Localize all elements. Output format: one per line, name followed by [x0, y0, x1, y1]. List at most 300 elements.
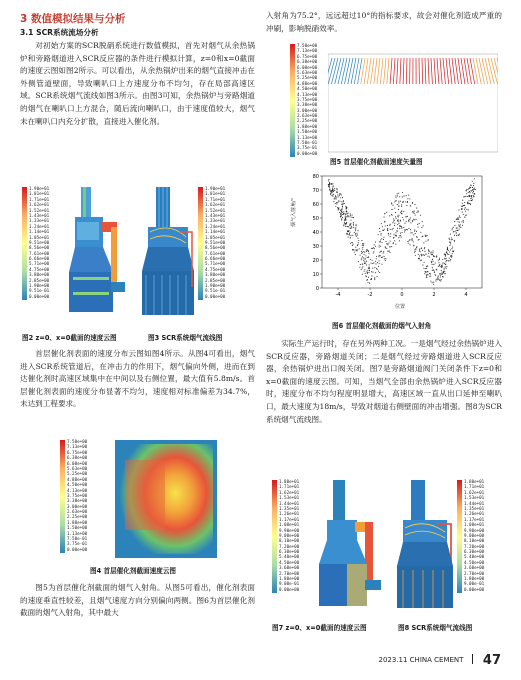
data-point: [430, 281, 431, 282]
data-point: [443, 272, 444, 273]
figure-4-catalyst-velocity-contour: [60, 440, 220, 564]
data-point: [446, 268, 447, 269]
data-point: [355, 230, 356, 231]
legend-value: 1.80e+00: [279, 576, 300, 582]
legend-value: 1.17e+01: [464, 516, 485, 522]
legend-value: 1.62e+01: [279, 489, 300, 495]
data-point: [393, 242, 394, 243]
data-point: [459, 234, 460, 235]
data-point: [364, 261, 365, 262]
data-point: [373, 262, 374, 263]
data-point: [329, 183, 330, 184]
data-point: [344, 203, 345, 204]
data-point: [456, 235, 457, 236]
figure-5-velocity-vectors: [290, 44, 500, 154]
data-point: [470, 200, 471, 201]
x-tick-label: -2: [367, 292, 373, 298]
legend-value: 8.56e+00: [205, 245, 226, 251]
data-point: [416, 231, 417, 232]
data-point: [350, 243, 351, 244]
data-point: [433, 256, 434, 257]
legend-value: 9.51e+00: [205, 239, 226, 245]
data-point: [409, 219, 410, 220]
data-point: [383, 216, 384, 217]
data-point: [398, 202, 399, 203]
velocity-vector: [384, 58, 386, 84]
legend-value: 4.50e+00: [67, 482, 88, 488]
data-point: [373, 253, 374, 254]
velocity-vector: [482, 58, 488, 84]
data-point: [372, 260, 373, 261]
data-point: [387, 244, 388, 245]
data-point: [340, 210, 341, 211]
data-point: [430, 273, 431, 274]
y-tick-label: 40: [312, 229, 319, 236]
velocity-vector: [491, 58, 497, 84]
data-point: [471, 185, 472, 186]
legend-value: 7.50e+00: [297, 43, 318, 48]
data-point: [385, 247, 386, 248]
data-point: [438, 262, 439, 263]
data-point: [396, 197, 397, 198]
data-point: [439, 264, 440, 265]
data-point: [347, 233, 348, 234]
data-point: [361, 269, 362, 270]
data-point: [364, 263, 365, 264]
data-point: [409, 240, 410, 241]
data-point: [470, 190, 471, 191]
legend-value: 5.25e+00: [67, 471, 88, 477]
legend-value: 8.10e+00: [464, 538, 485, 544]
data-point: [402, 202, 403, 203]
data-point: [450, 234, 451, 235]
data-point: [437, 277, 438, 278]
data-point: [346, 208, 347, 209]
y-tick-label: 60: [312, 201, 319, 208]
data-point: [419, 251, 420, 252]
velocity-vector: [371, 58, 374, 84]
legend-value: 9.00e-01: [464, 581, 485, 587]
data-point: [385, 260, 386, 261]
data-point: [400, 233, 401, 234]
data-point: [409, 198, 410, 199]
data-point: [362, 274, 363, 275]
legend-value: 1.26e+01: [279, 511, 300, 517]
velocity-vector: [455, 58, 458, 84]
contour-plot: [115, 440, 217, 560]
data-point: [351, 226, 352, 227]
legend-value: 7.50e+00: [67, 439, 88, 444]
velocity-vector: [406, 58, 407, 84]
legend-value: 4.75e+00: [29, 266, 50, 272]
data-point: [348, 237, 349, 238]
data-point: [469, 188, 470, 189]
data-point: [414, 230, 415, 231]
data-point: [362, 266, 363, 267]
data-point: [432, 259, 433, 260]
data-point: [403, 227, 404, 228]
data-point: [453, 231, 454, 232]
legend-value: 3.60e+00: [279, 565, 300, 571]
data-point: [437, 278, 438, 279]
data-point: [407, 229, 408, 230]
data-point: [422, 221, 423, 222]
figure-7-velocity-contour: [272, 480, 390, 615]
data-point: [407, 216, 408, 217]
legend-value: 1.33e+01: [29, 218, 50, 224]
data-point: [382, 230, 383, 231]
data-point: [381, 257, 382, 258]
data-point: [356, 249, 357, 250]
legend-value: 7.61e+00: [205, 250, 226, 256]
data-point: [370, 279, 371, 280]
legend-value: 6.75e+00: [67, 449, 88, 455]
velocity-vector: [458, 58, 462, 84]
legend-value: 7.13e+00: [297, 48, 318, 54]
data-point: [389, 215, 390, 216]
legend-value: 2.25e+00: [297, 118, 318, 124]
data-point: [434, 272, 435, 273]
data-point: [390, 236, 391, 237]
data-point: [403, 211, 404, 212]
data-point: [467, 189, 468, 190]
data-point: [342, 206, 343, 207]
data-point: [417, 224, 418, 225]
data-point: [389, 225, 390, 226]
data-point: [355, 233, 356, 234]
y-tick-label: 10: [312, 271, 319, 278]
data-point: [453, 251, 454, 252]
data-point: [432, 252, 433, 253]
data-point: [445, 258, 446, 259]
data-point: [415, 215, 416, 216]
data-point: [398, 205, 399, 206]
data-point: [407, 201, 408, 202]
data-point: [346, 207, 347, 208]
data-point: [459, 226, 460, 227]
data-point: [440, 280, 441, 281]
data-point: [439, 280, 440, 281]
data-point: [390, 241, 391, 242]
data-point: [361, 258, 362, 259]
data-point: [420, 215, 421, 216]
data-point: [395, 212, 396, 213]
data-point: [335, 203, 336, 204]
data-point: [469, 191, 470, 192]
data-point: [430, 252, 431, 253]
data-point: [399, 196, 400, 197]
figure-2-velocity-contour: [22, 187, 134, 327]
legend-value: 1.80e+01: [279, 479, 300, 484]
y-tick-label: 70: [312, 187, 319, 194]
data-point: [328, 179, 329, 180]
data-point: [413, 245, 414, 246]
data-point: [439, 273, 440, 274]
velocity-vector: [440, 58, 442, 84]
data-point: [378, 260, 379, 261]
velocity-vector: [452, 58, 455, 84]
data-point: [341, 208, 342, 209]
data-point: [392, 209, 393, 210]
data-point: [365, 275, 366, 276]
data-point: [379, 245, 380, 246]
data-point: [441, 279, 442, 280]
data-point: [397, 219, 398, 220]
data-point: [465, 196, 466, 197]
data-point: [375, 272, 376, 273]
data-point: [441, 270, 442, 271]
data-point: [350, 223, 351, 224]
data-point: [444, 269, 445, 270]
legend-value: 9.90e+00: [279, 527, 300, 533]
data-point: [345, 216, 346, 217]
data-point: [362, 245, 363, 246]
data-point: [454, 240, 455, 241]
legend-value: 6.30e+00: [279, 549, 300, 555]
data-point: [414, 213, 415, 214]
data-point: [471, 195, 472, 196]
data-point: [464, 196, 465, 197]
data-point: [355, 235, 356, 236]
data-point: [432, 250, 433, 251]
data-point: [444, 268, 445, 269]
velocity-vector: [338, 58, 344, 84]
data-point: [395, 244, 396, 245]
data-point: [445, 266, 446, 267]
data-point: [470, 198, 471, 199]
legend-value: 6.30e+00: [464, 549, 485, 555]
data-point: [356, 225, 357, 226]
data-point: [336, 188, 337, 189]
velocity-vector: [425, 58, 426, 84]
legend-value: 2.63e+00: [67, 509, 88, 515]
velocity-vector: [403, 58, 404, 84]
data-point: [428, 239, 429, 240]
legend-value: 1.71e+01: [279, 484, 300, 490]
data-point: [402, 192, 403, 193]
data-point: [399, 240, 400, 241]
data-point: [369, 268, 370, 269]
data-point: [392, 205, 393, 206]
data-point: [333, 191, 334, 192]
legend-value: 1.35e+01: [464, 505, 485, 511]
data-point: [395, 195, 396, 196]
data-point: [450, 256, 451, 257]
figure-4-caption: 图4 首层催化剂截面速度云图: [90, 567, 177, 575]
y-tick-label: 20: [312, 257, 319, 264]
data-point: [341, 201, 342, 202]
velocity-vector: [449, 58, 452, 84]
data-point: [353, 227, 354, 228]
data-point: [440, 273, 441, 274]
data-point: [350, 237, 351, 238]
data-point: [336, 202, 337, 203]
data-point: [342, 212, 343, 213]
data-point: [345, 218, 346, 219]
data-point: [408, 220, 409, 221]
data-point: [413, 241, 414, 242]
data-point: [357, 245, 358, 246]
data-point: [458, 225, 459, 226]
data-point: [442, 276, 443, 277]
data-point: [406, 195, 407, 196]
velocity-vector: [393, 58, 395, 84]
data-point: [348, 213, 349, 214]
legend-value: 1.88e+00: [297, 123, 318, 129]
data-point: [383, 239, 384, 240]
data-point: [447, 247, 448, 248]
data-point: [416, 246, 417, 247]
data-point: [377, 262, 378, 263]
data-point: [358, 242, 359, 243]
data-point: [337, 207, 338, 208]
data-point: [443, 262, 444, 263]
legend-value: 9.51e-01: [29, 288, 50, 294]
data-point: [451, 248, 452, 249]
data-point: [432, 261, 433, 262]
data-point: [427, 271, 428, 272]
data-point: [472, 187, 473, 188]
data-point: [379, 246, 380, 247]
data-point: [405, 201, 406, 202]
data-point: [345, 206, 346, 207]
data-point: [357, 230, 358, 231]
data-point: [418, 239, 419, 240]
data-point: [330, 192, 331, 193]
data-point: [343, 211, 344, 212]
velocity-vector: [428, 58, 429, 84]
data-point: [460, 227, 461, 228]
data-point: [347, 231, 348, 232]
data-point: [449, 260, 450, 261]
data-point: [389, 246, 390, 247]
data-point: [376, 268, 377, 269]
data-point: [474, 194, 475, 195]
data-point: [442, 272, 443, 273]
data-point: [469, 203, 470, 204]
velocity-vector: [434, 58, 436, 84]
data-point: [424, 247, 425, 248]
y-tick-label: 30: [312, 243, 319, 250]
legend-value: 1.90e+00: [205, 283, 226, 289]
velocity-vector: [479, 58, 484, 84]
legend-value: 6.00e+00: [67, 460, 88, 466]
data-point: [331, 192, 332, 193]
legend-value: 1.17e+01: [279, 516, 300, 522]
data-point: [464, 209, 465, 210]
data-point: [395, 216, 396, 217]
data-point: [362, 247, 363, 248]
data-point: [367, 257, 368, 258]
data-point: [379, 255, 380, 256]
data-point: [374, 248, 375, 249]
duct-contour: [67, 187, 127, 327]
data-point: [467, 196, 468, 197]
data-point: [438, 266, 439, 267]
x-tick-label: -4: [335, 292, 341, 298]
legend-value: 0.00e+00: [67, 546, 88, 552]
data-point: [388, 251, 389, 252]
legend-value: 9.00e+00: [279, 532, 300, 538]
data-point: [341, 219, 342, 220]
data-point: [338, 196, 339, 197]
data-point: [409, 244, 410, 245]
data-point: [352, 217, 353, 218]
data-point: [362, 243, 363, 244]
data-point: [334, 197, 335, 198]
data-point: [464, 202, 465, 203]
x-axis-label: 位置: [395, 304, 406, 310]
data-point: [418, 258, 419, 259]
data-point: [424, 273, 425, 274]
legend-value: 1.90e+01: [205, 186, 226, 191]
legend-value: 1.24e+01: [205, 223, 226, 229]
data-point: [438, 276, 439, 277]
data-point: [355, 254, 356, 255]
data-point: [364, 254, 365, 255]
data-point: [451, 255, 452, 256]
data-point: [363, 245, 364, 246]
data-point: [386, 248, 387, 249]
data-point: [398, 237, 399, 238]
data-point: [368, 251, 369, 252]
data-point: [447, 249, 448, 250]
legend-value: 5.40e+00: [279, 554, 300, 560]
data-point: [361, 240, 362, 241]
data-point: [435, 275, 436, 276]
data-point: [398, 201, 399, 202]
data-point: [394, 240, 395, 241]
data-point: [452, 247, 453, 248]
data-point: [421, 260, 422, 261]
data-point: [433, 284, 434, 285]
y-axis-label: 烟气入射角/°: [291, 197, 297, 227]
data-point: [329, 186, 330, 187]
legend-value: 1.44e+01: [464, 500, 485, 506]
legend-value: 3.75e+00: [297, 96, 318, 102]
data-point: [368, 256, 369, 257]
legend-value: 0.00e+00: [279, 586, 300, 592]
y-tick-label: 50: [312, 215, 319, 222]
data-point: [393, 234, 394, 235]
data-point: [452, 253, 453, 254]
legend-value: 1.50e+00: [297, 129, 318, 135]
left-column-lower: [20, 348, 255, 411]
data-point: [378, 234, 379, 235]
legend-value: 3.75e-01: [297, 145, 318, 151]
data-point: [448, 238, 449, 239]
data-point: [345, 226, 346, 227]
data-point: [439, 279, 440, 280]
data-point: [419, 255, 420, 256]
legend-value: 9.51e+00: [29, 239, 50, 245]
data-point: [427, 274, 428, 275]
data-point: [455, 230, 456, 231]
figure-6-caption: 图6 首层催化剂截面的烟气入射角: [332, 322, 432, 330]
subsection-heading: 3.1 SCR系统流场分析: [20, 28, 99, 37]
data-point: [396, 218, 397, 219]
data-point: [414, 252, 415, 253]
data-point: [408, 221, 409, 222]
data-point: [363, 257, 364, 258]
streamline-plot: [395, 480, 455, 615]
data-point: [450, 249, 451, 250]
data-point: [329, 182, 330, 183]
data-point: [329, 184, 330, 185]
data-point: [338, 207, 339, 208]
data-point: [474, 189, 475, 190]
data-point: [430, 276, 431, 277]
